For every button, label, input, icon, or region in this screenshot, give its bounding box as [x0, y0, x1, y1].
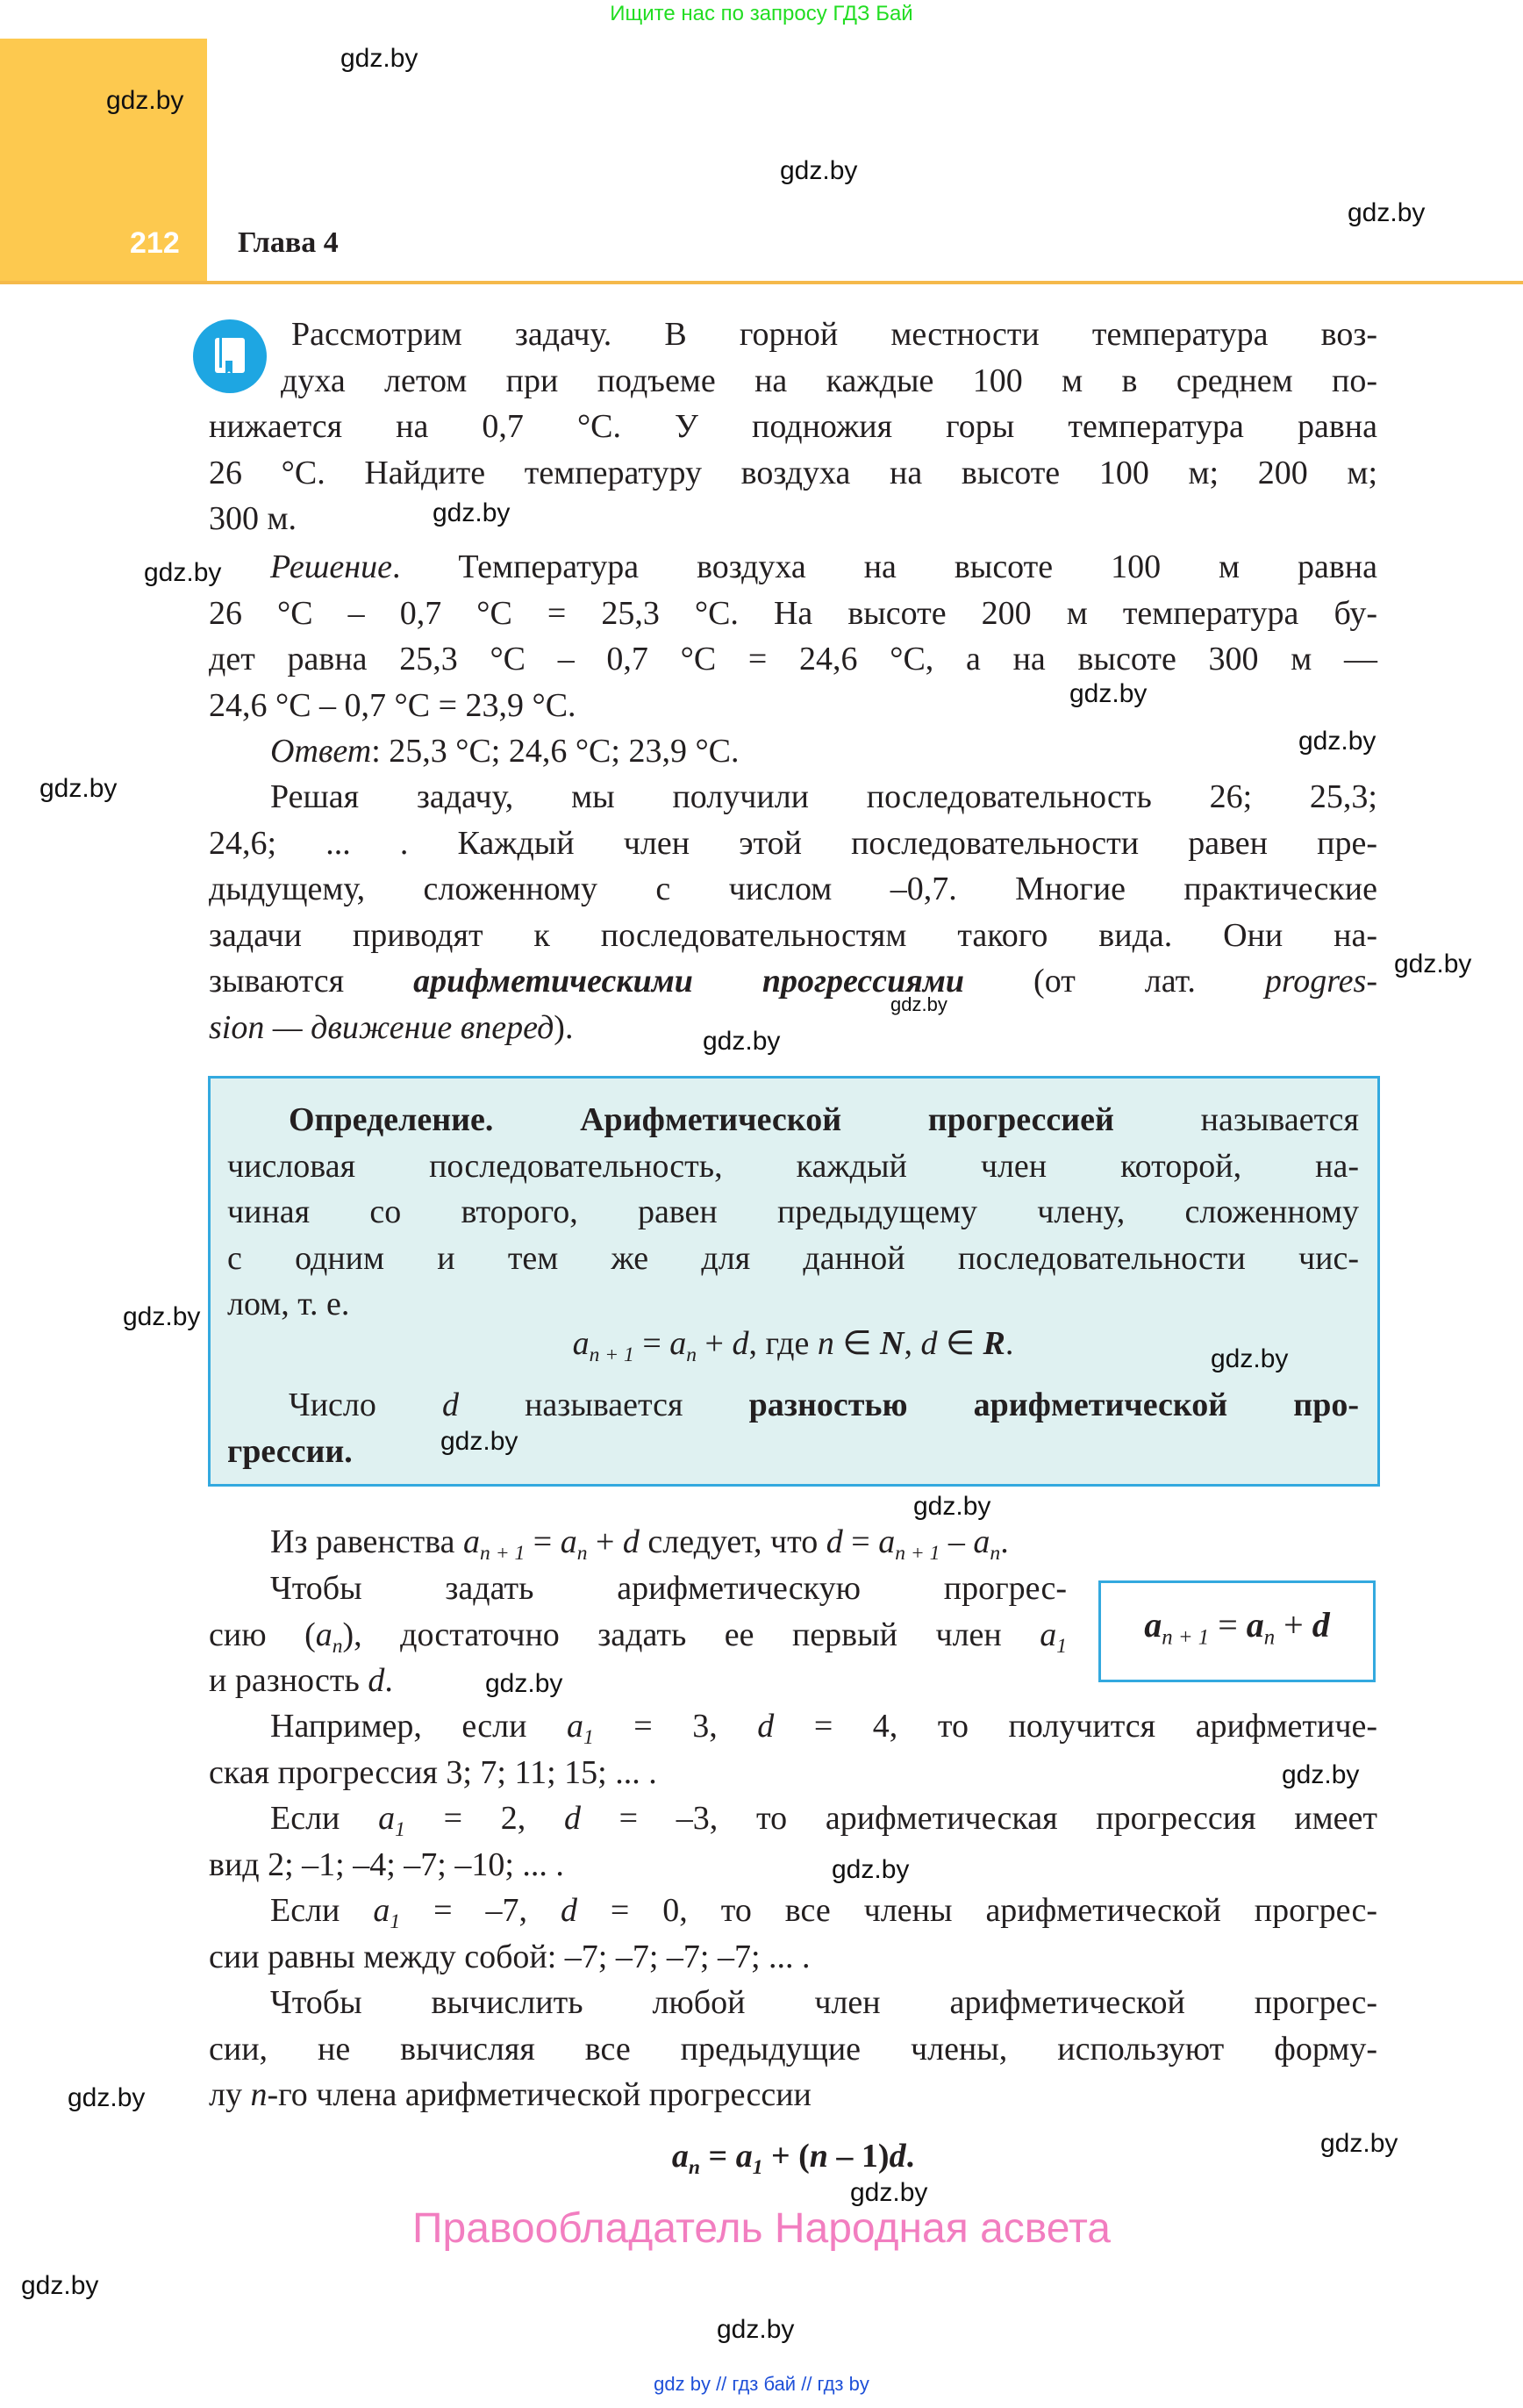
- text-segment: +: [1275, 1604, 1312, 1645]
- emphasis-text: d: [368, 1662, 385, 1699]
- emphasis-text: арифметическими прогрессиями: [413, 963, 965, 1000]
- text-segment: 26 °С. Найдите температуру воздуха на высоте 100 м; 200 м;: [209, 454, 1377, 491]
- text-segment: Рассмотрим задачу. В горной местности температура воз-: [291, 316, 1377, 353]
- text-line: [209, 1612, 1067, 1658]
- text-segment: = 2,: [404, 1800, 564, 1837]
- emphasis-text: progres-: [1264, 963, 1377, 1000]
- text-segment: лом, т. е.: [227, 1286, 350, 1322]
- emphasis-text: n: [809, 2138, 828, 2175]
- text-line: [209, 679, 1377, 728]
- emphasis-text: a: [315, 1616, 332, 1653]
- subscript: n: [688, 2156, 701, 2180]
- emphasis-text: a: [878, 1523, 896, 1560]
- subscript: n + 1: [1162, 1625, 1210, 1650]
- text-segment: .: [1005, 1325, 1014, 1362]
- emphasis-text: a: [671, 2138, 689, 2175]
- text-segment: – 1): [827, 2138, 890, 2175]
- watermark: gdz.by: [703, 1027, 781, 1056]
- emphasis-text: d: [563, 1800, 581, 1837]
- emphasis-text: d: [732, 1325, 749, 1362]
- text-segment: = 3,: [593, 1708, 758, 1745]
- text-segment: сии, не вычисляя все предыдущие члены, используют форму-: [209, 2030, 1377, 2068]
- watermark: gdz.by: [106, 86, 184, 115]
- emphasis-text: d: [622, 1523, 640, 1560]
- footer-links[interactable]: gdz by // гдз бай // гдз by: [654, 2373, 869, 2395]
- watermark: gdz.by: [1069, 679, 1148, 708]
- text-segment: = –3, то арифметическая прогрессия имеет: [580, 1800, 1377, 1837]
- text-segment: числовая последовательность, каждый член которой, на-: [227, 1147, 1359, 1185]
- text-segment: Решая задачу, мы получили последовательность 26; 25,3;: [270, 778, 1377, 815]
- subscript: n: [332, 1634, 343, 1658]
- watermark: gdz.by: [832, 1855, 910, 1884]
- text-segment: Чтобы вычислить любой член арифметической прогрес-: [270, 1984, 1377, 2021]
- text-segment: + (: [762, 2138, 810, 2175]
- text-segment: +: [587, 1523, 623, 1560]
- text-line: [209, 544, 1377, 590]
- text-segment: нижается на 0,7 °С. У подножия горы температура равна: [209, 408, 1377, 445]
- emphasis-text: грессии.: [227, 1432, 353, 1470]
- text-segment: называется: [458, 1387, 749, 1423]
- copyright-notice: Правообладатель Народная асвета: [412, 2205, 1111, 2252]
- text-line: [209, 358, 1377, 404]
- emphasis-text: d: [1312, 1604, 1330, 1645]
- text-line: [209, 728, 1377, 774]
- text-line: [1144, 1602, 1329, 1661]
- text-segment: 300 м.: [209, 500, 297, 537]
- text-segment: Если: [270, 1892, 374, 1929]
- text-line: [209, 1888, 1377, 1933]
- text-segment: .: [905, 2138, 915, 2175]
- emphasis-text: sion — движение вперед: [209, 1008, 554, 1046]
- text-line: [227, 1321, 1359, 1378]
- text-segment: = –7,: [400, 1892, 561, 1929]
- watermark: gdz.by: [1320, 2129, 1398, 2158]
- text-segment: духа летом при подъеме на каждые 100 м в среднем по-: [281, 362, 1377, 399]
- text-segment: = 0, то все члены арифметической прогрес-: [576, 1892, 1377, 1929]
- text-line: [209, 1703, 1377, 1749]
- emphasis-text: N: [879, 1325, 905, 1362]
- text-segment: –: [940, 1523, 974, 1560]
- text-segment: =: [842, 1523, 879, 1560]
- text-line: [209, 1566, 1067, 1611]
- subscript: n: [576, 1542, 588, 1566]
- text-segment: ), достаточно задать ее первый член: [342, 1616, 1040, 1653]
- watermark: gdz.by: [1298, 727, 1376, 756]
- subscript: n + 1: [589, 1344, 634, 1367]
- text-segment: лу: [209, 2076, 251, 2113]
- watermark: gdz.by: [440, 1427, 518, 1456]
- watermark: gdz.by: [21, 2271, 99, 2300]
- watermark: gdz.by: [39, 774, 118, 803]
- emphasis-text: a: [463, 1523, 481, 1560]
- text-line: [209, 866, 1377, 912]
- text-line: [209, 404, 1377, 449]
- text-segment: =: [1209, 1604, 1247, 1645]
- subscript: n + 1: [480, 1542, 526, 1566]
- text-line: [209, 1005, 1377, 1050]
- text-segment: -го члена арифметической прогрессии: [267, 2076, 812, 2113]
- text-line: [227, 1189, 1359, 1235]
- text-segment: 24,6; ... . Каждый член этой последовательности равен пре-: [209, 824, 1377, 862]
- watermark: gdz.by: [850, 2178, 928, 2207]
- search-banner: Ищите нас по запросу ГДЗ Бай: [610, 2, 913, 25]
- text-line: [209, 1795, 1377, 1841]
- text-line: [209, 958, 1377, 1004]
- text-segment: Например, если: [270, 1708, 567, 1745]
- text-segment: следует, что: [639, 1523, 826, 1560]
- watermark: gdz.by: [433, 498, 511, 527]
- text-segment: Если: [270, 1800, 379, 1837]
- text-line: [209, 496, 1377, 541]
- text-segment: зываются: [209, 963, 414, 1000]
- watermark: gdz.by: [780, 156, 858, 185]
- watermark: gdz.by: [1282, 1760, 1360, 1789]
- text-segment: ская прогрессия 3; 7; 11; 15; ... .: [209, 1753, 657, 1791]
- subscript: 1: [390, 1910, 401, 1934]
- text-segment: =: [525, 1523, 561, 1560]
- text-segment: Из равенства: [270, 1523, 464, 1560]
- text-line: [227, 1429, 1359, 1474]
- emphasis-text: a: [1246, 1604, 1264, 1645]
- text-line: [227, 1236, 1359, 1281]
- text-segment: Чтобы задать арифметическую прогрес-: [270, 1570, 1067, 1607]
- emphasis-text: Ответ: [270, 733, 372, 770]
- text-line: [209, 913, 1377, 958]
- emphasis-text: a: [735, 2138, 753, 2175]
- text-line: [209, 1842, 1377, 1888]
- text-line: [209, 1934, 1377, 1980]
- emphasis-text: Решение: [270, 548, 392, 585]
- watermark: gdz.by: [485, 1669, 563, 1698]
- text-segment: . Температура воздуха на высоте 100 м равна: [391, 548, 1377, 585]
- text-line: [209, 591, 1377, 636]
- text-segment: .: [384, 1662, 393, 1699]
- subscript: 1: [752, 2156, 763, 2180]
- text-line: [209, 2026, 1377, 2072]
- emphasis-text: a: [572, 1325, 590, 1362]
- emphasis-text: d: [560, 1892, 577, 1929]
- watermark: gdz.by: [340, 44, 418, 73]
- emphasis-text: a: [1040, 1616, 1057, 1653]
- emphasis-text: n: [250, 2076, 268, 2113]
- subscript: 1: [583, 1726, 594, 1750]
- watermark: gdz.by: [890, 993, 947, 1015]
- watermark: gdz.by: [717, 2315, 795, 2344]
- text-line: [209, 1980, 1377, 2025]
- boxed-formula-text: [1144, 1602, 1329, 1661]
- emphasis-text: a: [378, 1800, 396, 1837]
- text-segment: 24,6 °С – 0,7 °С = 23,9 °С.: [209, 686, 576, 724]
- emphasis-text: n: [817, 1325, 834, 1362]
- text-segment: задачи приводят к последовательностям такого вида. Они на-: [209, 916, 1377, 954]
- text-line: [209, 2072, 1377, 2118]
- text-segment: : 25,3 °С; 24,6 °С; 23,9 °С.: [371, 733, 740, 770]
- text-segment: ).: [554, 1008, 574, 1046]
- text-line: [209, 2133, 1377, 2190]
- watermark: gdz.by: [1211, 1344, 1289, 1373]
- emphasis-text: a: [669, 1325, 687, 1362]
- text-segment: =: [633, 1325, 670, 1362]
- text-line: [227, 1382, 1359, 1428]
- emphasis-text: a: [1144, 1604, 1162, 1645]
- emphasis-text: разностью арифметической про-: [748, 1387, 1359, 1423]
- text-line: [209, 821, 1377, 866]
- text-segment: Число: [289, 1387, 442, 1423]
- subscript: n + 1: [895, 1542, 940, 1566]
- chapter-title: Глава 4: [238, 226, 339, 259]
- subscript: 1: [1056, 1634, 1067, 1658]
- text-line: [209, 312, 1377, 357]
- text-segment: сию (: [209, 1616, 316, 1653]
- text-line: [209, 636, 1377, 682]
- watermark: gdz.by: [913, 1492, 991, 1521]
- text-segment: вид 2; –1; –4; –7; –10; ... .: [209, 1845, 564, 1883]
- boxed-formula: [1098, 1580, 1376, 1682]
- text-segment: +: [697, 1325, 733, 1362]
- text-segment: и разность: [209, 1662, 368, 1699]
- watermark: gdz.by: [1394, 950, 1472, 978]
- text-segment: .: [1000, 1523, 1009, 1560]
- text-line: [227, 1097, 1359, 1143]
- emphasis-text: d: [889, 2138, 906, 2175]
- subscript: n: [990, 1542, 1001, 1566]
- watermark: gdz.by: [144, 558, 222, 587]
- text-line: [227, 1143, 1359, 1189]
- page-number: 212: [130, 226, 180, 260]
- text-line: [209, 1519, 1377, 1565]
- header-rule: [0, 281, 1523, 284]
- subscript: n: [686, 1344, 697, 1367]
- text-segment: сии равны между собой: –7; –7; –7; –7; ... .: [209, 1938, 811, 1975]
- text-line: [209, 1658, 1067, 1703]
- emphasis-text: d: [757, 1708, 775, 1745]
- emphasis-text: a: [560, 1523, 577, 1560]
- watermark: gdz.by: [1348, 198, 1426, 227]
- text-segment: дыдущему, сложенному с числом –0,7. Многие практические: [209, 871, 1377, 907]
- emphasis-text: R: [983, 1325, 1005, 1362]
- emphasis-text: Определение. Арифметической прогрессией: [289, 1101, 1114, 1138]
- emphasis-text: d: [826, 1523, 843, 1560]
- text-segment: ∈: [937, 1325, 983, 1362]
- emphasis-text: a: [373, 1892, 390, 1929]
- text-line: [209, 450, 1377, 496]
- watermark: gdz.by: [123, 1302, 201, 1331]
- text-segment: ∈: [833, 1325, 880, 1362]
- text-line: [209, 1750, 1377, 1795]
- text-segment: =: [700, 2138, 736, 2175]
- emphasis-text: a: [566, 1708, 583, 1745]
- text-segment: (от лат.: [964, 963, 1265, 1000]
- emphasis-text: d: [920, 1325, 938, 1362]
- text-segment: 26 °С – 0,7 °С = 25,3 °С. На высоте 200 м температура бу-: [209, 594, 1377, 632]
- text-segment: с одним и тем же для данной последовательности чис-: [227, 1239, 1359, 1277]
- subscript: 1: [395, 1818, 405, 1842]
- text-line: [209, 774, 1377, 820]
- emphasis-text: a: [973, 1523, 990, 1560]
- text-segment: называется: [1113, 1101, 1359, 1138]
- watermark: gdz.by: [68, 2083, 146, 2112]
- text-segment: , где: [748, 1325, 818, 1362]
- text-segment: = 4, то получится арифметиче-: [774, 1708, 1377, 1745]
- subscript: n: [1263, 1625, 1276, 1650]
- text-segment: ,: [904, 1325, 921, 1362]
- text-segment: чиная со второго, равен предыдущему члену, сложенному: [227, 1193, 1359, 1230]
- text-segment: дет равна 25,3 °С – 0,7 °С = 24,6 °С, а на высоте 300 м —: [209, 641, 1377, 677]
- emphasis-text: d: [441, 1387, 459, 1423]
